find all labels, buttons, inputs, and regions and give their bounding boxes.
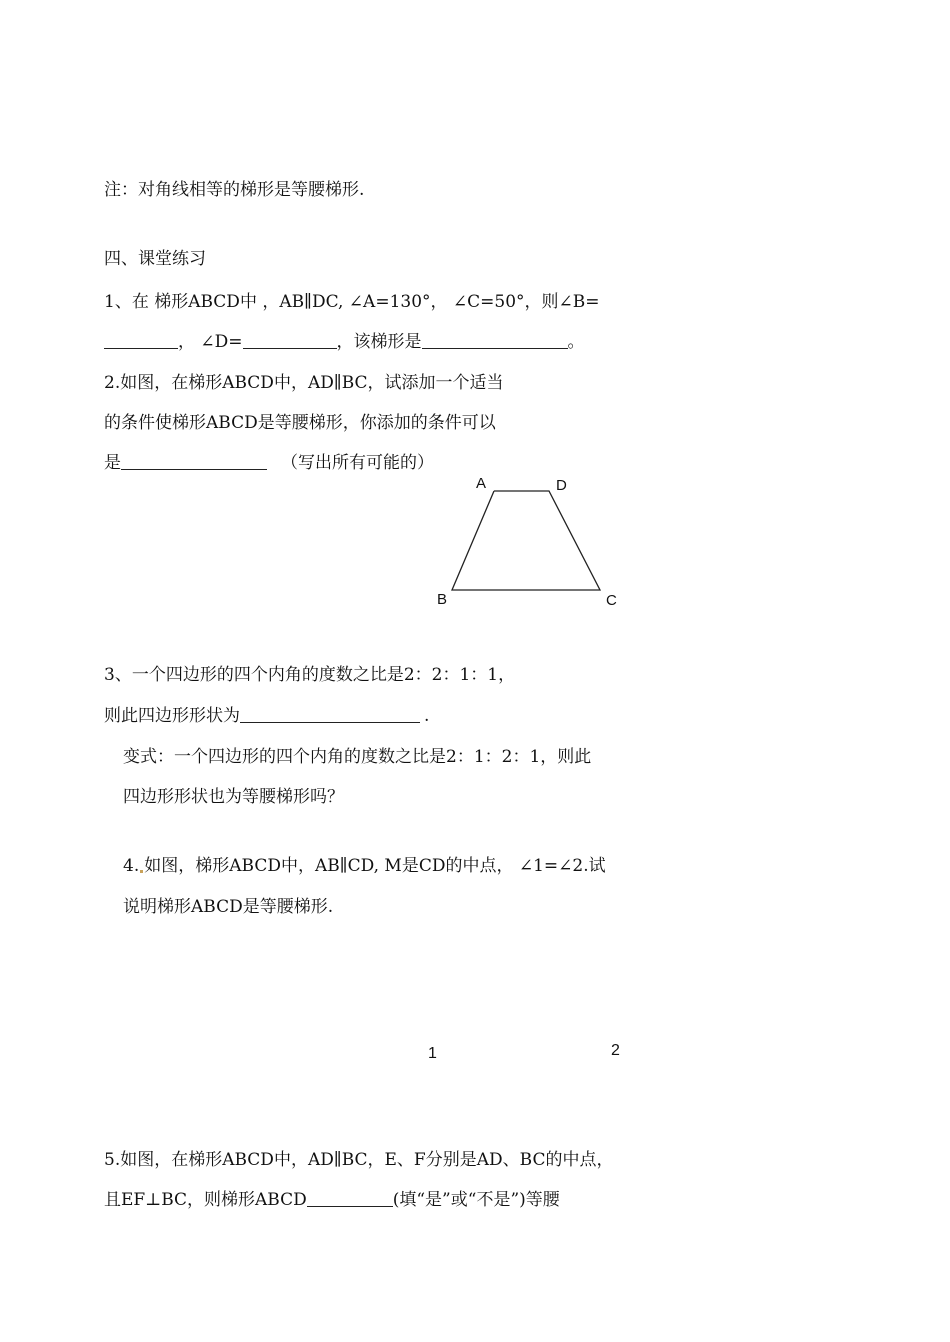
q1-part-a: ， ∠D=	[178, 332, 243, 352]
q1-blank-shape[interactable]	[422, 330, 568, 349]
q2-line2	[104, 411, 496, 435]
q3-variant-line1	[123, 745, 591, 769]
q1-end: 。	[567, 332, 585, 352]
q5-line2-end: (填“是”或“不是”)等腰	[392, 1190, 560, 1210]
q5-line1	[104, 1148, 613, 1172]
vertex-label-c: C	[606, 592, 617, 609]
q1-blank-d[interactable]	[243, 330, 337, 349]
q3-variant-line2	[123, 785, 344, 809]
q1-line2	[104, 330, 585, 354]
q5-line1-start: 5.如图，在梯形ABCD中，AD∥B	[104, 1150, 355, 1170]
note-text: 注：对角线相等的梯形是等腰梯形.	[104, 180, 365, 200]
q4-line1	[123, 854, 606, 878]
q3-blank[interactable]	[240, 704, 420, 723]
q5-line2-start: 且EF⊥BC，则梯形ABCD	[104, 1190, 307, 1210]
q5-line1-end: C，E、F分别是AD、BC的中点，	[354, 1150, 614, 1170]
section-title-text: 四、课堂练习	[104, 249, 206, 269]
q1-line1-text: 1、在 梯形ABCD中 ，AB∥DC, ∠A=130°， ∠C=50°，则∠B=	[104, 292, 600, 312]
angle-label-1: 1	[428, 1045, 437, 1062]
q2-line2-text: 的条件使梯形ABCD是等腰梯形，你添加的条件可以	[104, 413, 496, 433]
q3-variant-line1-text: 变式：一个四边形的四个内角的度数之比是2：1：2：1，则此	[123, 747, 592, 767]
q3-line1-text: 3、一个四边形的四个内角的度数之比是2：2：1：1，	[104, 665, 516, 685]
section-title	[104, 247, 206, 271]
trapezoid-outline	[452, 491, 600, 590]
q4-line2-text: 说明梯形ABCD是等腰梯形.	[123, 897, 334, 917]
q4-number: 4.	[123, 856, 140, 876]
q3-line2-start: 则此四边形形状为	[104, 706, 240, 726]
q5-line2	[104, 1188, 560, 1212]
angle-label-2: 2	[611, 1042, 620, 1059]
q2-blank[interactable]	[121, 451, 267, 470]
stray-dot	[140, 870, 143, 873]
q3-line1	[104, 663, 515, 687]
vertex-label-b: B	[437, 591, 448, 608]
q3-line2-end: .	[424, 706, 430, 726]
q5-blank[interactable]	[307, 1188, 393, 1207]
q1-blank-b[interactable]	[104, 330, 178, 349]
q2-line1-text: 2.如图，在梯形ABCD中，AD∥BC，试添加一个适当	[104, 373, 504, 393]
vertex-label-a: A	[476, 475, 487, 492]
q2-line3	[104, 451, 434, 475]
q2-line3-hint: （写出所有可能的）	[281, 453, 434, 473]
note-line	[104, 178, 364, 202]
q2-line3-start: 是	[104, 453, 121, 473]
q4-line2	[123, 895, 333, 919]
vertex-label-d: D	[556, 477, 567, 494]
trapezoid-figure	[430, 474, 630, 614]
q1-part-b: ，该梯形是	[336, 332, 422, 352]
q2-line1	[104, 371, 504, 395]
q4-line1-text: 如图，梯形ABCD中，AB∥CD, M是CD的中点， ∠1=∠2.试	[144, 856, 606, 876]
q3-line2	[104, 704, 429, 728]
q3-variant-line2-text: 四边形形状也为等腰梯形吗？	[123, 787, 344, 807]
q1-line1	[104, 290, 600, 314]
